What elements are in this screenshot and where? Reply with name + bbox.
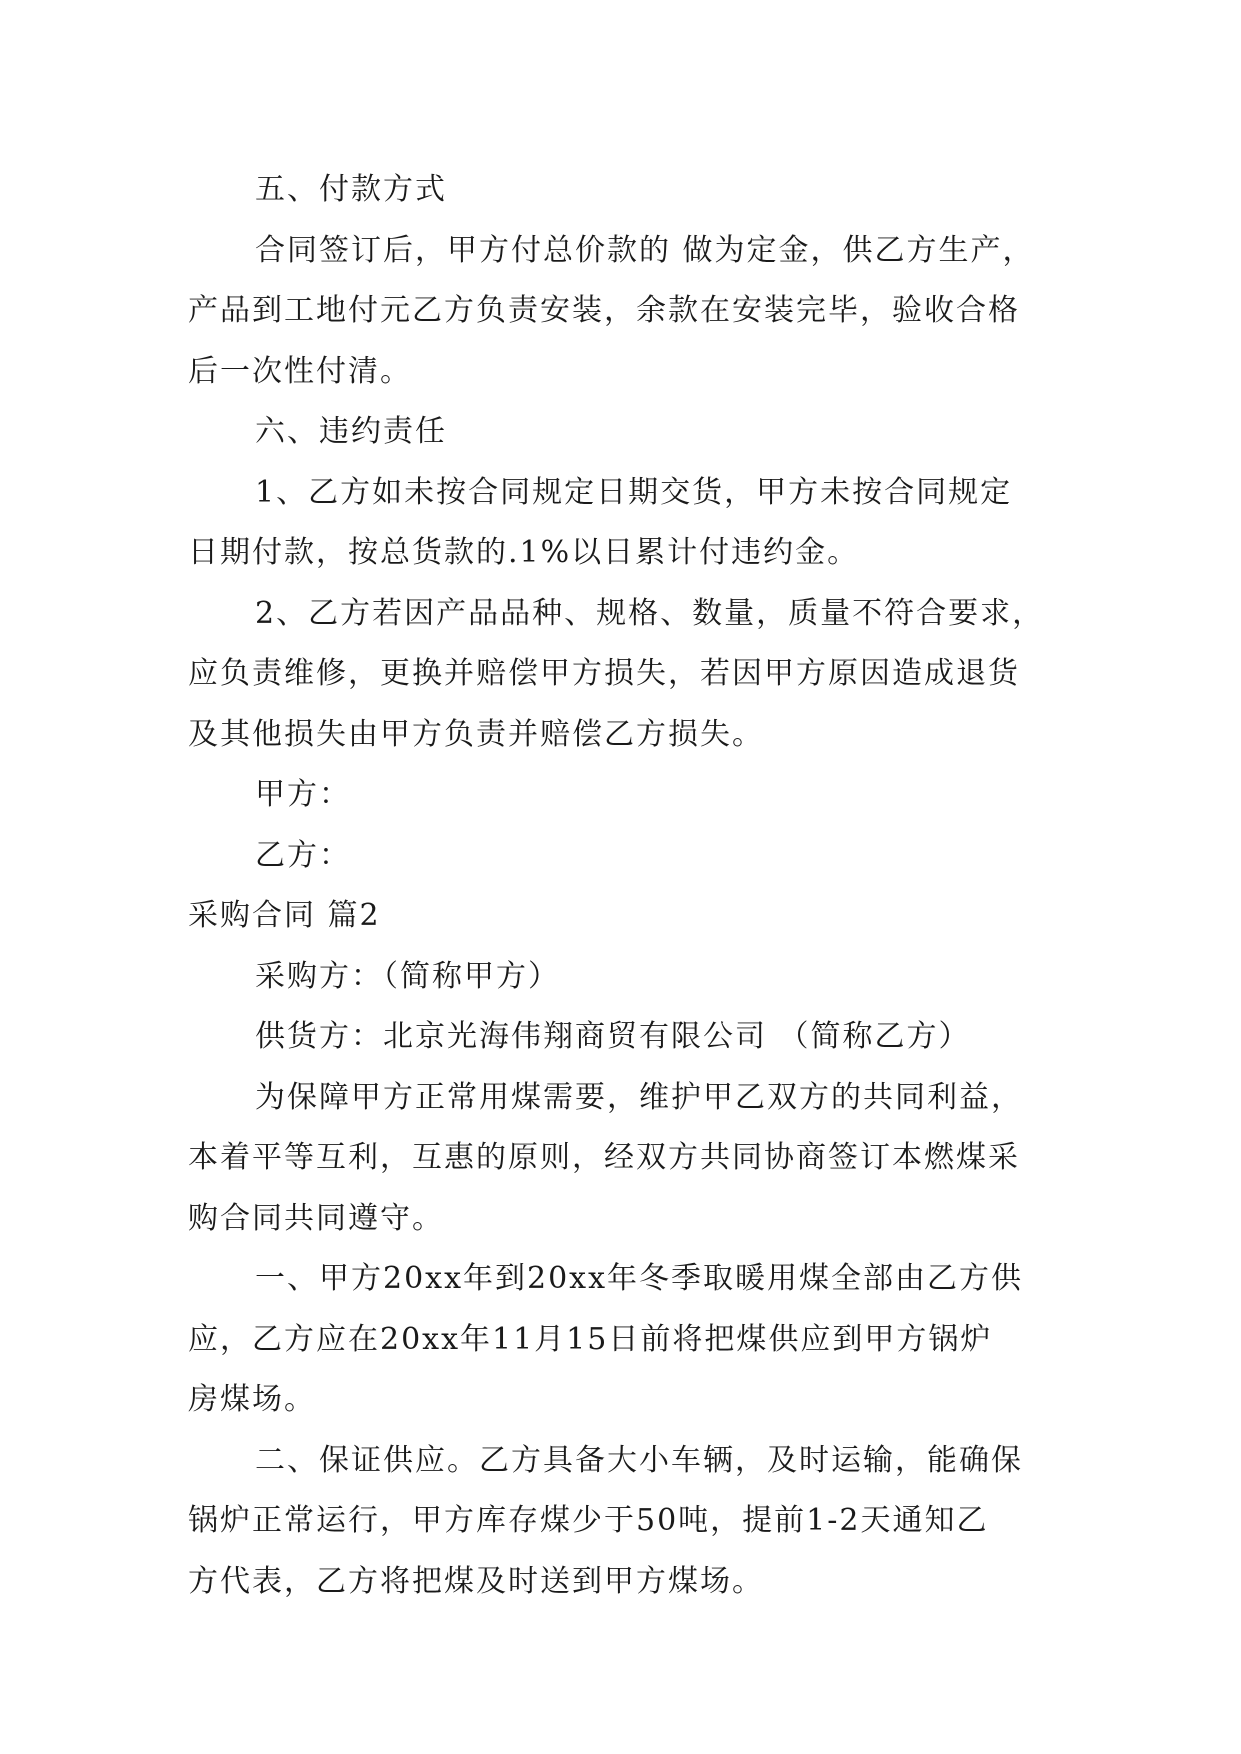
clause-two-line: 二、保证供应。乙方具备大小车辆，及时运输，能确保: [255, 1442, 1023, 1478]
paragraph-line: 房煤场。: [188, 1382, 316, 1417]
section-heading-payment: 五、付款方式: [255, 172, 447, 207]
paragraph-line: 及其他损失由甲方负责并赔偿乙方损失。: [188, 716, 764, 752]
paragraph-line: 产品到工地付元乙方负责安装，余款在安装完毕，验收合格: [188, 293, 1020, 328]
paragraph-line: 2、乙方若因产品品种、规格、数量，质量不符合要求，: [255, 595, 1045, 631]
paragraph-line: 应，乙方应在20xx年11月15日前将把煤供应到甲方锅炉: [188, 1321, 993, 1357]
section-heading-breach: 六、违约责任: [255, 414, 447, 449]
paragraph-line: 1、乙方如未按合同规定日期交货，甲方未按合同规定: [255, 474, 1013, 510]
paragraph-line: 购合同共同遵守。: [188, 1200, 444, 1236]
paragraph-line: 为保障甲方正常用煤需要，维护甲乙双方的共同利益，: [255, 1079, 1023, 1115]
supplier-line: 供货方：北京光海伟翔商贸有限公司 （简称乙方）: [255, 1019, 971, 1054]
party-b-label: 乙方：: [255, 837, 351, 873]
paragraph-line: 锅炉正常运行，甲方库存煤少于50吨，提前1-2天通知乙: [188, 1503, 989, 1538]
paragraph-line: 应负责维修，更换并赔偿甲方损失，若因甲方原因造成退货: [188, 656, 1020, 691]
purchaser-line: 采购方：（简称甲方）: [255, 958, 560, 994]
paragraph-line: 合同签订后，甲方付总价款的 做为定金，供乙方生产，: [255, 232, 1035, 268]
paragraph-line: 本着平等互利，互惠的原则，经双方共同协商签订本燃煤采: [188, 1140, 1020, 1175]
paragraph-line: 方代表，乙方将把煤及时送到甲方煤场。: [188, 1563, 764, 1599]
paragraph-line: 日期付款，按总货款的.1%以日累计付违约金。: [188, 535, 860, 570]
document-body: [188, 160, 1068, 1612]
contract-title: 采购合同 篇2: [188, 898, 381, 933]
clause-one-line: 一、甲方20xx年到20xx年冬季取暖用煤全部由乙方供: [255, 1261, 1024, 1296]
paragraph-line: 后一次性付清。: [188, 353, 412, 389]
party-a-label: 甲方：: [255, 777, 351, 812]
